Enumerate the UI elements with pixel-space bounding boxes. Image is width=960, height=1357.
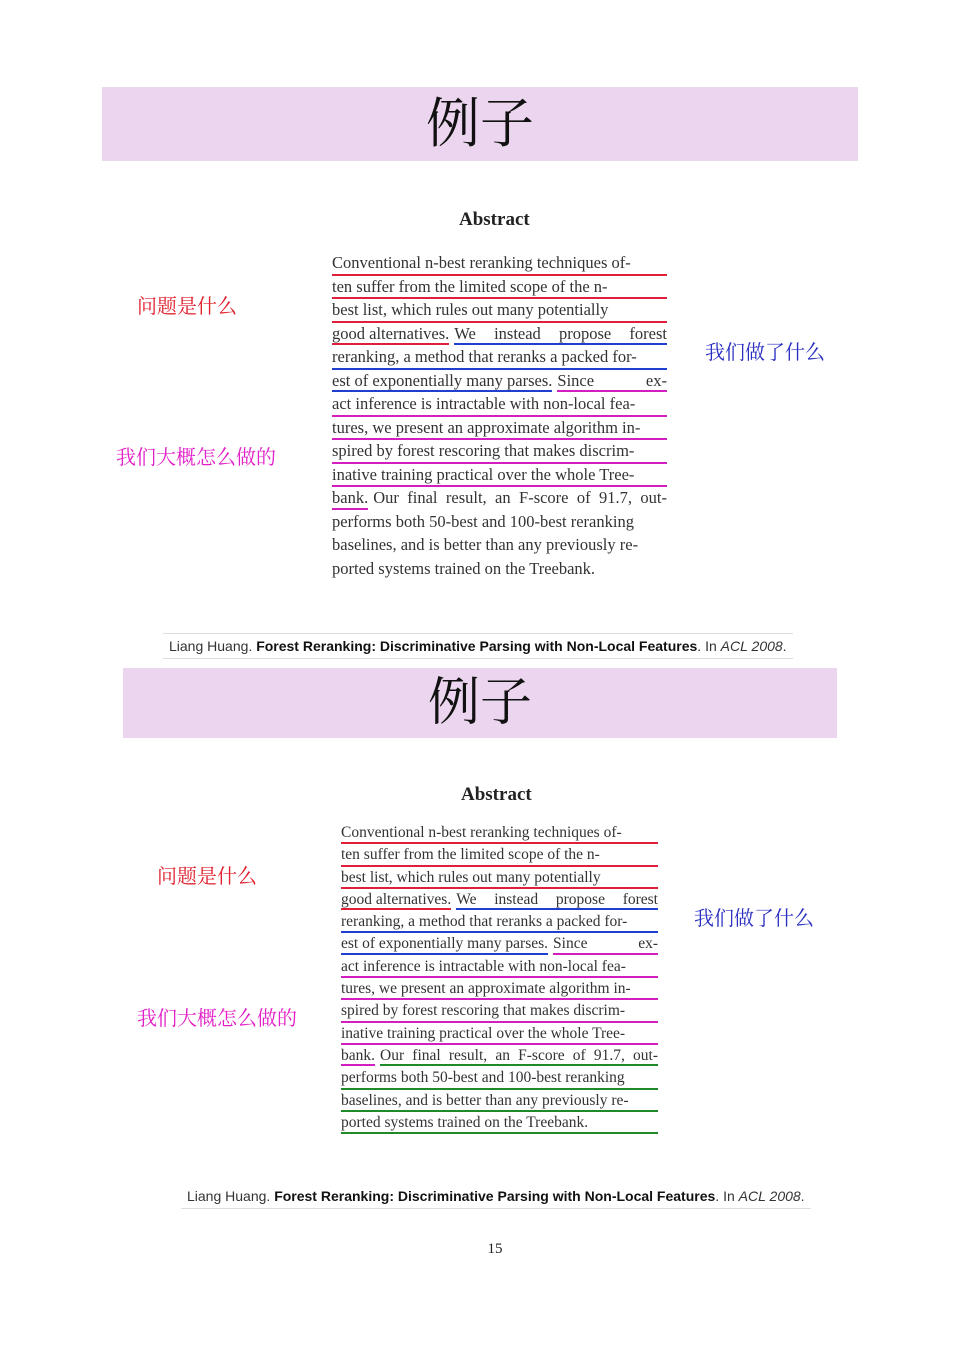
citation-author: Liang Huang. bbox=[169, 638, 253, 654]
abstract-line bbox=[332, 511, 667, 535]
citation-in: . In bbox=[715, 1188, 735, 1204]
abstract-segment: spired by forest rescoring that makes discrim- bbox=[332, 441, 635, 460]
abstract-segment: performs both 50-best and 100-best reranking bbox=[341, 1069, 625, 1087]
abstract-segment: act inference is intractable with non-local fea- bbox=[341, 957, 626, 975]
abstract-line bbox=[332, 323, 667, 347]
abstract-line bbox=[341, 822, 658, 844]
abstract-line bbox=[341, 1045, 658, 1067]
abstract-line bbox=[341, 889, 658, 911]
citation-title: Forest Reranking: Discriminative Parsing with Non-Local Features bbox=[256, 638, 698, 654]
abstract-line bbox=[341, 1000, 658, 1022]
abstract-body bbox=[341, 822, 658, 1134]
citation-venue: ACL 2008 bbox=[738, 1188, 801, 1204]
annotation-how-we-did-it: 我们大概怎么做的 bbox=[137, 1006, 297, 1030]
annotation-problem: 问题是什么 bbox=[137, 294, 237, 318]
abstract-line bbox=[341, 867, 658, 889]
abstract-line bbox=[341, 978, 658, 1000]
slide-2 bbox=[0, 665, 960, 1225]
abstract-segment: Since ex- bbox=[557, 370, 667, 393]
abstract-segment: Conventional n-best reranking techniques of- bbox=[341, 824, 622, 841]
abstract-line bbox=[332, 464, 667, 488]
abstract-line bbox=[341, 1112, 658, 1134]
slide-title-banner: 例子 bbox=[102, 87, 858, 161]
abstract-segment: reranking, a method that reranks a packed for- bbox=[341, 913, 628, 931]
abstract-segment: good alternatives. bbox=[341, 889, 451, 910]
abstract-segment: ten suffer from the limited scope of the n- bbox=[341, 846, 600, 864]
abstract-line bbox=[332, 440, 667, 464]
abstract-segment: inative training practical over the whole Tree- bbox=[332, 464, 635, 484]
abstract-line bbox=[341, 1023, 658, 1045]
abstract-line bbox=[332, 487, 667, 511]
abstract-segment: est of exponentially many parses. bbox=[341, 933, 548, 954]
abstract-segment: Conventional n-best reranking techniques of- bbox=[332, 253, 631, 272]
citation bbox=[163, 633, 793, 659]
abstract-segment: tures, we present an approximate algorithm in- bbox=[332, 417, 641, 437]
abstract-line bbox=[341, 911, 658, 933]
abstract-heading: Abstract bbox=[461, 784, 532, 805]
abstract-line bbox=[332, 534, 667, 558]
abstract-segment: best list, which rules out many potentially bbox=[341, 868, 601, 886]
citation-title: Forest Reranking: Discriminative Parsing with Non-Local Features bbox=[274, 1188, 716, 1204]
abstract-segment: ported systems trained on the Treebank. bbox=[332, 558, 596, 578]
slide-title-banner: 例子 bbox=[123, 668, 837, 738]
abstract-line bbox=[341, 933, 658, 955]
abstract-body bbox=[332, 252, 667, 581]
abstract-segment: spired by forest rescoring that makes discrim- bbox=[341, 1002, 626, 1020]
abstract-segment: est of exponentially many parses. bbox=[332, 370, 552, 393]
citation-venue: ACL 2008 bbox=[720, 638, 783, 654]
abstract-segment: best list, which rules out many potentially bbox=[332, 300, 609, 319]
abstract-segment: We instead propose forest bbox=[454, 323, 667, 346]
abstract-segment: Since ex- bbox=[553, 933, 658, 954]
abstract-segment: ported systems trained on the Treebank. bbox=[341, 1113, 589, 1131]
abstract-segment: good alternatives. bbox=[332, 323, 449, 346]
abstract-segment: baselines, and is better than any previously re- bbox=[341, 1091, 629, 1109]
annotation-what-we-did: 我们做了什么 bbox=[694, 906, 814, 930]
abstract-segment: tures, we present an approximate algorithm in- bbox=[341, 980, 631, 998]
annotation-how-we-did-it: 我们大概怎么做的 bbox=[116, 445, 276, 469]
citation-end: . bbox=[800, 1188, 805, 1204]
citation bbox=[181, 1184, 811, 1209]
abstract-segment: Our final result, an F-score of 91.7, out- bbox=[373, 488, 667, 507]
annotation-problem: 问题是什么 bbox=[157, 864, 257, 888]
citation-in: . In bbox=[697, 638, 717, 654]
abstract-segment: baselines, and is better than any previously re- bbox=[332, 535, 639, 554]
abstract-line bbox=[332, 558, 667, 582]
abstract-line bbox=[332, 276, 667, 300]
abstract-line bbox=[332, 393, 667, 417]
abstract-line bbox=[341, 956, 658, 978]
abstract-line bbox=[332, 299, 667, 323]
abstract-segment: We instead propose forest bbox=[456, 889, 658, 910]
abstract-segment: act inference is intractable with non-local fea- bbox=[332, 394, 636, 413]
citation-author: Liang Huang. bbox=[187, 1188, 271, 1204]
citation-end: . bbox=[782, 638, 787, 654]
abstract-line bbox=[341, 844, 658, 866]
abstract-heading: Abstract bbox=[459, 209, 530, 230]
abstract-segment: Our final result, an F-score of 91.7, out- bbox=[380, 1045, 658, 1066]
abstract-line bbox=[332, 370, 667, 394]
abstract-line bbox=[341, 1067, 658, 1089]
abstract-segment: reranking, a method that reranks a packed for- bbox=[332, 347, 637, 366]
abstract-segment: bank. bbox=[332, 487, 368, 510]
annotation-what-we-did: 我们做了什么 bbox=[705, 340, 825, 364]
page-number: 15 bbox=[487, 1241, 503, 1257]
slide-1 bbox=[0, 0, 960, 665]
abstract-line bbox=[332, 252, 667, 276]
abstract-segment: bank. bbox=[341, 1045, 375, 1066]
abstract-segment: inative training practical over the whole Tree- bbox=[341, 1024, 626, 1042]
abstract-line bbox=[332, 417, 667, 441]
abstract-line bbox=[341, 1090, 658, 1112]
abstract-line bbox=[332, 346, 667, 370]
abstract-segment: ten suffer from the limited scope of the n- bbox=[332, 276, 608, 296]
abstract-segment: performs both 50-best and 100-best reranking bbox=[332, 511, 634, 531]
